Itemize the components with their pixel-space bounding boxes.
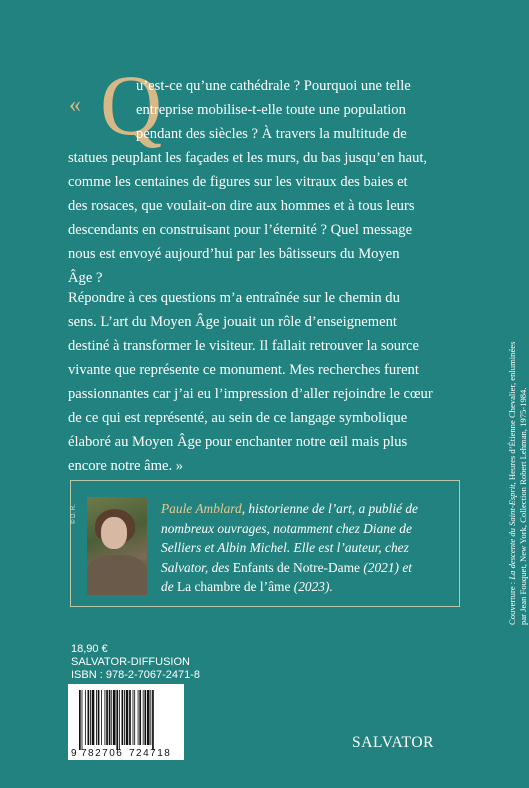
author-bio	[161, 499, 449, 597]
barcode-bar	[133, 690, 134, 745]
barcode-right-digits: 724718	[129, 748, 172, 759]
distributor: SALVATOR-DIFFUSION	[71, 656, 190, 668]
barcode-bar	[106, 690, 108, 745]
barcode-first-digit: 9	[71, 748, 77, 759]
quote-line: destiné à transformer le visiteur. Il fallait retrouver la source	[68, 338, 419, 354]
quote-line: passionnantes car j’ai eu l’impression d’aller rejoindre le cœur	[68, 386, 433, 402]
barcode-bar	[85, 690, 86, 745]
photo-credit: © D. R.	[71, 504, 77, 524]
quote-line: pendant des siècles ? À travers la multitude de	[136, 126, 407, 142]
cover-credit: Couverture : La descente du Saint-Esprit, Heures d’Étienne Chevalier, enluminées par Jean Fouquet, New York, Collection Robert Lehman, 1975-1984.	[507, 341, 528, 625]
barcode-bar	[82, 690, 83, 750]
price: 18,90 €	[71, 643, 108, 655]
bio-line: Paule Amblard, historienne de l’art, a publié de	[161, 501, 419, 516]
quote-line: Répondre à ces questions m’a entraînée sur le chemin du	[68, 290, 400, 306]
publisher-logo: SALVATOR	[352, 734, 435, 751]
quote-line: vivante que représente ce monument. Mes recherches furent	[68, 362, 419, 378]
barcode-bar	[152, 690, 154, 750]
barcode-bar	[124, 690, 125, 745]
barcode-bar	[134, 690, 135, 745]
barcode-bar	[119, 690, 120, 750]
barcode-bar	[129, 690, 131, 745]
barcode-bar	[101, 690, 102, 745]
barcode-bar	[143, 690, 144, 745]
isbn: ISBN : 978-2-7067-2471-8	[71, 669, 201, 681]
author-name: Paule Amblard	[161, 501, 242, 516]
barcode-bar	[113, 690, 116, 745]
quote-line: entreprise mobilise-t-elle toute une population	[136, 102, 406, 118]
barcode-bar	[96, 690, 97, 745]
barcode-bar	[139, 690, 141, 745]
barcode-bar	[116, 690, 118, 750]
quote-line: sens. L’art du Moyen Âge jouait un rôle d’enseignement	[68, 314, 397, 330]
barcode-bar	[105, 690, 106, 745]
quote-line: encore notre âme. »	[68, 458, 184, 474]
bio-line: de La chambre de l’âme (2023).	[161, 579, 333, 594]
drop-cap-letter: Q	[100, 57, 163, 153]
bio-line: nombreux ouvrages, notamment chez Diane de	[161, 520, 412, 536]
quote-line: statues peuplant les façades et les murs, du bas jusqu’en haut,	[68, 150, 428, 166]
book-title: La chambre de l’âme	[177, 579, 291, 594]
barcode-bar	[90, 690, 91, 745]
barcode-bar	[92, 690, 95, 745]
barcode-graphic	[68, 684, 184, 760]
quote-line: de ce qui est représenté, au sein de ce langage symbolique	[68, 410, 408, 426]
quote-line: Âge ?	[68, 270, 103, 286]
quote-paragraph-1	[68, 74, 457, 290]
barcode	[68, 684, 184, 760]
barcode-bar	[144, 690, 146, 745]
book-title: Enfants de Notre-Dame	[232, 559, 360, 575]
barcode-bar	[109, 690, 111, 745]
quote-paragraph-2	[68, 286, 457, 478]
quote-line: nous est envoyé aujourd’hui par les bâtisseurs du Moyen	[68, 246, 400, 262]
bio-line: Salvator, des Enfants de Notre-Dame (2021) et	[161, 559, 413, 575]
quote-line: comme les centaines de figures sur les vitraux des baies et	[68, 174, 408, 190]
barcode-bar	[98, 690, 100, 745]
barcode-bar	[138, 690, 139, 745]
bio-line: Selliers et Albin Michel. Elle est l’auteur, chez	[161, 540, 409, 555]
barcode-bar	[122, 690, 124, 745]
barcode-bar	[79, 690, 81, 750]
quote-line: des rosaces, que voulait-on dire aux hommes et à tous leurs	[68, 198, 415, 214]
barcode-bar	[126, 690, 129, 745]
opening-quote-mark: «	[69, 92, 81, 118]
author-photo	[87, 497, 147, 590]
barcode-bar	[111, 690, 112, 745]
barcode-bar	[147, 690, 150, 745]
barcode-left-digits: 782706	[81, 748, 124, 759]
quote-line: u’est-ce qu’une cathédrale ? Pourquoi une telle	[136, 78, 411, 94]
quote-line: descendants en construisant pour l’éternité ? Quel message	[68, 222, 413, 238]
barcode-bar	[88, 690, 90, 745]
price-block	[71, 643, 200, 682]
barcode-bar	[150, 690, 151, 745]
quote-line: élaboré au Moyen Âge pour enchanter notre œil mais plus	[68, 434, 408, 450]
